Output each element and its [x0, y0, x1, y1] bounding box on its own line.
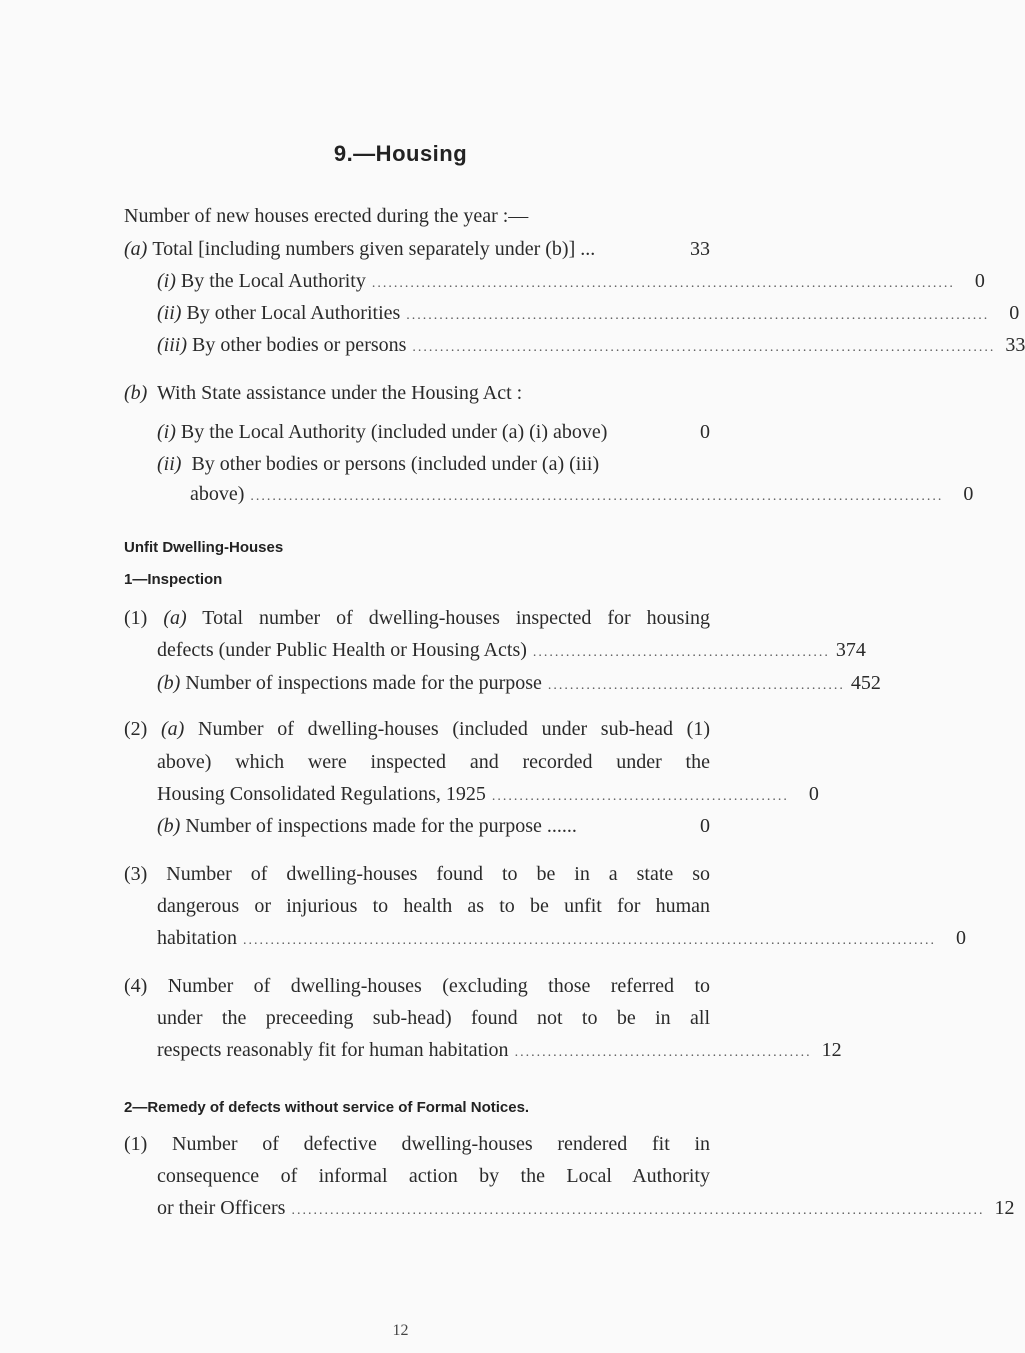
q2-a-line2: above) which were inspected and recorded under the: [157, 751, 710, 773]
q2-a-line1: [124, 716, 710, 742]
item-b-text: With State assistance under the Housing Act :: [156, 382, 523, 404]
q1-a-line2: [157, 637, 866, 666]
item-a-i: [157, 268, 985, 297]
q1-a-label: (a): [163, 607, 187, 629]
q1-label: (1): [124, 607, 148, 629]
remedy-q1-line2: consequence of informal action by the Local Authority: [157, 1165, 710, 1187]
item-value: 0: [963, 483, 974, 505]
item-text: By other bodies or persons (included under (a) (iii): [191, 453, 600, 475]
item-text: By the Local Authority (included under (a) (i) above): [180, 421, 608, 443]
q1-b-label: (b): [157, 672, 181, 694]
inspection-subheading: 1—Inspection: [124, 571, 223, 588]
q3-line1: [124, 861, 710, 887]
item-b-i: [157, 419, 710, 445]
section-title: 9.—Housing: [333, 141, 468, 166]
q2-a-text-cont: Housing Consolidated Regulations, 1925: [157, 783, 486, 805]
q1-a-text: Total number of dwelling-houses inspected for housing: [202, 607, 710, 629]
q1-a-line1: [124, 605, 710, 631]
leader-dots: ......................................................: [547, 678, 845, 693]
item-label: (ii): [157, 302, 182, 324]
item-value: 0: [1009, 302, 1020, 324]
item-a-label: (a): [124, 238, 148, 260]
q4-value: 12: [821, 1039, 842, 1061]
q2-a-line3: [157, 781, 819, 810]
q1-a-text-cont: defects (under Public Health or Housing Acts): [157, 639, 527, 661]
q3-line2: dangerous or injurious to health as to be unfit for human: [157, 895, 710, 917]
q4-line1: [124, 973, 710, 999]
item-b: [124, 380, 522, 406]
item-b-label: (b): [124, 382, 148, 404]
intro-text: Number of new houses erected during the year :—: [124, 205, 529, 227]
remedy-q1-value: 12: [994, 1197, 1015, 1219]
q2-b: [157, 813, 710, 839]
leader-dots: ..............................................................................................................................: [291, 1203, 985, 1218]
item-value: 33: [1005, 334, 1025, 356]
q2-a-text: Number of dwelling-houses (included under sub-head (1): [198, 718, 711, 740]
item-value: 0: [974, 270, 985, 292]
q4-label: (4): [124, 975, 148, 997]
leader-dots: ..............................................................................................................................: [250, 489, 944, 504]
q4-line3: [157, 1037, 842, 1066]
item-a-text: Total [including numbers given separately under (b)] ...: [152, 238, 596, 260]
leader-dots: ..............................................................................................................................: [242, 933, 936, 948]
q2-a-label: (a): [161, 718, 185, 740]
q3-text: Number of dwelling-houses found to be in a state so: [166, 863, 710, 885]
q4-text: Number of dwelling-houses (excluding those referred to: [167, 975, 710, 997]
q3-label: (3): [124, 863, 148, 885]
item-b-ii: [157, 451, 599, 477]
remedy-q1-line1: [124, 1131, 710, 1157]
remedy-q1-label: (1): [124, 1133, 148, 1155]
q3-value: 0: [955, 927, 966, 949]
leader-dots: ......................................................: [491, 789, 789, 804]
remedy-q1-text: Number of defective dwelling-houses rendered fit in: [172, 1133, 710, 1155]
q4-text-cont: respects reasonably fit for human habitation: [157, 1039, 509, 1061]
q1-b: [157, 670, 881, 699]
item-a-value: 33: [690, 238, 710, 260]
item-b-ii-cont: [190, 481, 974, 510]
item-text: By the Local Authority: [180, 270, 366, 292]
q2-b-label: (b): [157, 815, 181, 837]
remedy-q1-text-cont: or their Officers: [157, 1197, 286, 1219]
q3-line3: [157, 925, 966, 954]
leader-dots: ......................................................: [532, 645, 830, 660]
item-label: (ii): [157, 453, 182, 475]
item-text: By other Local Authorities: [186, 302, 401, 324]
q1-b-text: Number of inspections made for the purpose: [185, 672, 542, 694]
q2-b-text: Number of inspections made for the purpose ......: [185, 815, 577, 837]
q1-b-value: 452: [850, 672, 881, 694]
item-value: 0: [700, 421, 710, 443]
page-number: 12: [392, 1322, 409, 1339]
q2-a-value: 0: [808, 783, 819, 805]
item-text: above): [190, 483, 245, 505]
q2-label: (2): [124, 718, 148, 740]
item-label: (iii): [157, 334, 187, 356]
remedy-heading: 2—Remedy of defects without service of Formal Notices.: [124, 1099, 530, 1116]
q1-a-value: 374: [835, 639, 866, 661]
item-a-ii: [157, 300, 1020, 329]
leader-dots: ......................................................: [514, 1045, 812, 1060]
item-label: (i): [157, 270, 176, 292]
item-a-iii: [157, 332, 1025, 361]
remedy-q1-line3: [157, 1195, 1015, 1224]
leader-dots: ..........................................................................................................: [371, 276, 955, 291]
leader-dots: ..........................................................................................................: [412, 340, 996, 355]
leader-dots: ..........................................................................................................: [406, 308, 990, 323]
unfit-heading: Unfit Dwelling-Houses: [124, 539, 284, 556]
item-label: (i): [157, 421, 176, 443]
q4-line2: under the preceeding sub-head) found not to be in all: [157, 1007, 710, 1029]
q2-b-value: 0: [700, 815, 710, 837]
item-a-total: [124, 236, 710, 262]
item-text: By other bodies or persons: [192, 334, 407, 356]
q3-text-cont: habitation: [157, 927, 237, 949]
